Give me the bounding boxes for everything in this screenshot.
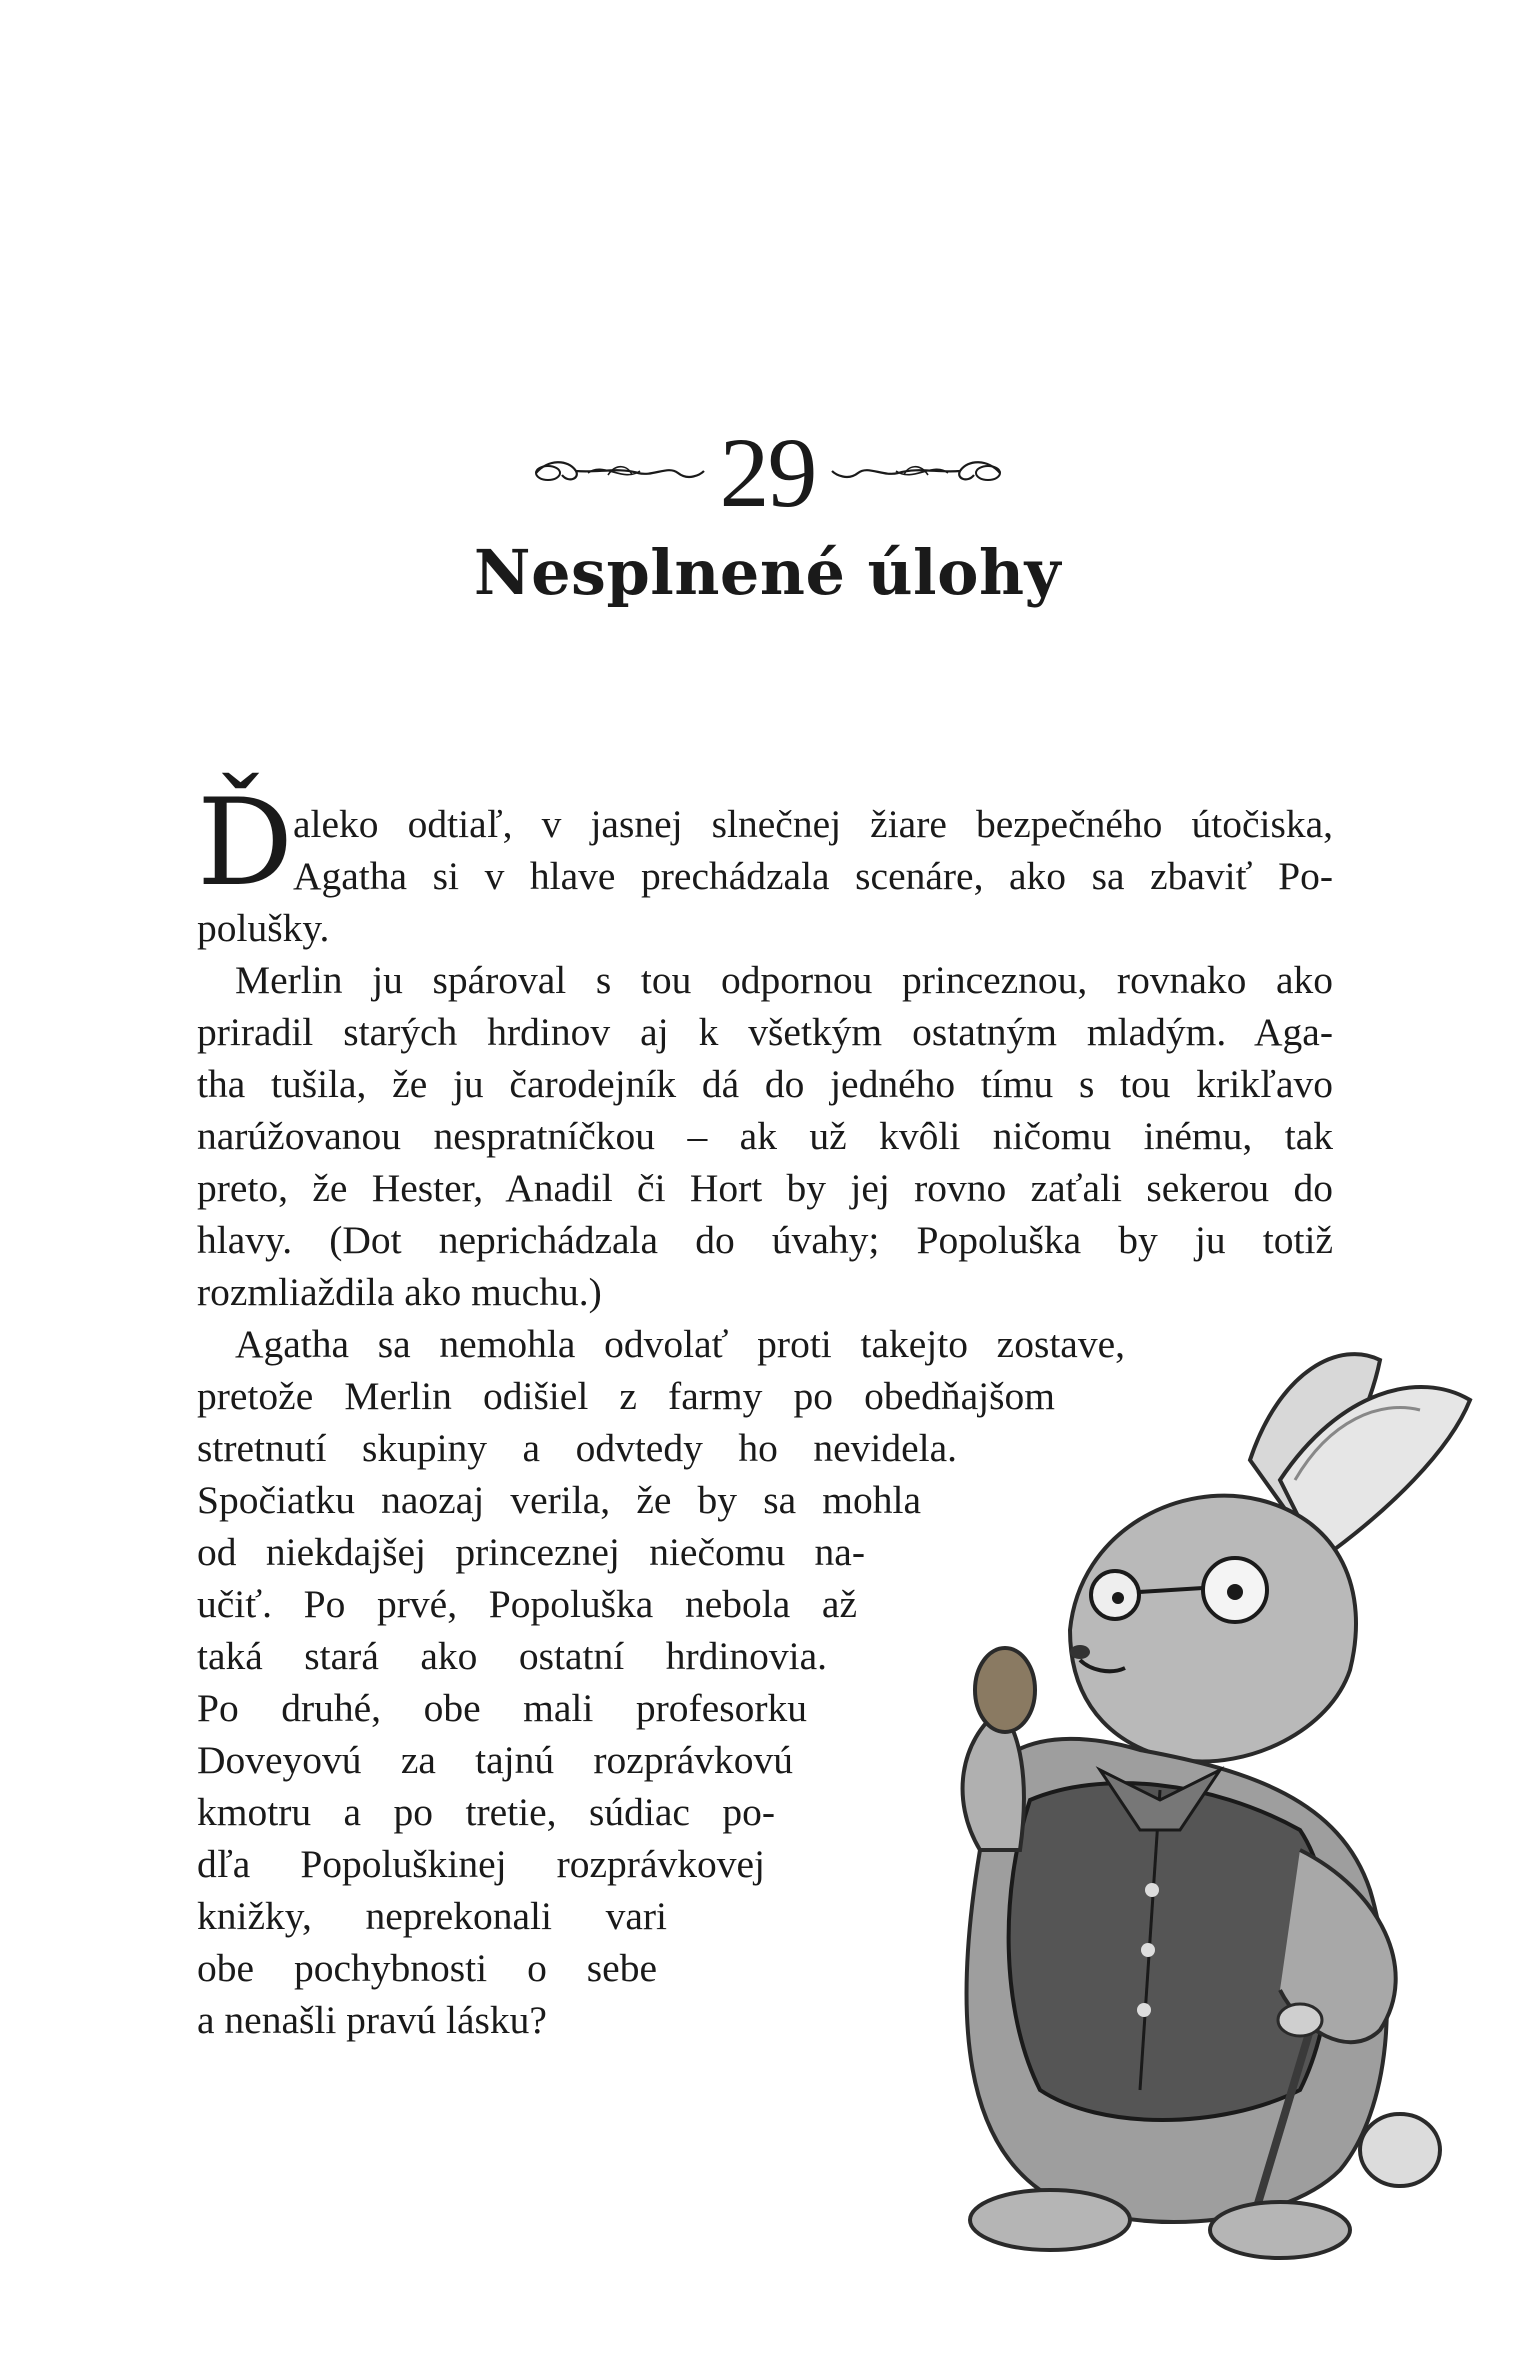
text-line: a nenašli pravú lásku? (197, 1998, 547, 2042)
text-line: preto, že Hester, Anadil či Hort by jej rovno zaťali sekerou do (197, 1166, 1333, 1210)
left-flourish-ornament (528, 453, 708, 493)
text-line: učiť. Po prvé, Popoluška nebola až (197, 1582, 857, 1626)
text-line: polušky. (197, 906, 330, 950)
text-line: Agatha si v hlave prechádzala scenáre, ako sa zbaviť Po- (293, 854, 1333, 898)
chapter-title: Nesplnené úlohy (473, 536, 1062, 609)
rabbit-illustration (780, 1330, 1500, 2320)
text-line: Doveyovú za tajnú rozprávkovú (197, 1738, 793, 1782)
text-line: stretnutí skupiny a odvtedy ho nevidela. (197, 1426, 957, 1470)
text-line: dľa Popoluškinej rozprávkovej (197, 1842, 765, 1886)
text-line: priradil starých hrdinov aj k všetkým ostatným mladým. Aga- (197, 1010, 1333, 1054)
text-line: Agatha sa nemohla odvolať proti takejto zostave, (235, 1322, 1125, 1366)
text-line: pretože Merlin odišiel z farmy po obedňajšom (197, 1374, 1055, 1418)
text-line: hlavy. (Dot neprichádzala do úvahy; Popoluška by ju totiž (197, 1218, 1333, 1262)
text-line: tha tušila, že ju čarodejník dá do jedného tímu s tou krikľavo (197, 1062, 1333, 1106)
text-line: taká stará ako ostatní hrdinovia. (197, 1634, 827, 1678)
text-line: Spočiatku naozaj verila, že by sa mohla (197, 1478, 921, 1522)
text-line: narúžovanou nespratníčkou – ak už kvôli ničomu inému, tak (197, 1114, 1333, 1158)
text-line: knižky, neprekonali vari (197, 1894, 667, 1938)
right-flourish-ornament (828, 453, 1008, 493)
chapter-number: 29 (719, 417, 816, 528)
text-line: aleko odtiaľ, v jasnej slnečnej žiare bezpečného útočiska, (293, 802, 1333, 846)
text-line: rozmliaždila ako muchu.) (197, 1270, 602, 1314)
chapter-heading (0, 418, 1535, 528)
text-line: kmotru a po tretie, súdiac po- (197, 1790, 775, 1834)
drop-cap-letter: Ď (197, 774, 291, 913)
text-line: od niekdajšej princeznej niečomu na- (197, 1530, 865, 1574)
text-line: Po druhé, obe mali profesorku (197, 1686, 807, 1730)
text-line: obe pochybnosti o sebe (197, 1946, 657, 1990)
text-line: Merlin ju spároval s tou odpornou princeznou, rovnako ako (235, 958, 1333, 1002)
